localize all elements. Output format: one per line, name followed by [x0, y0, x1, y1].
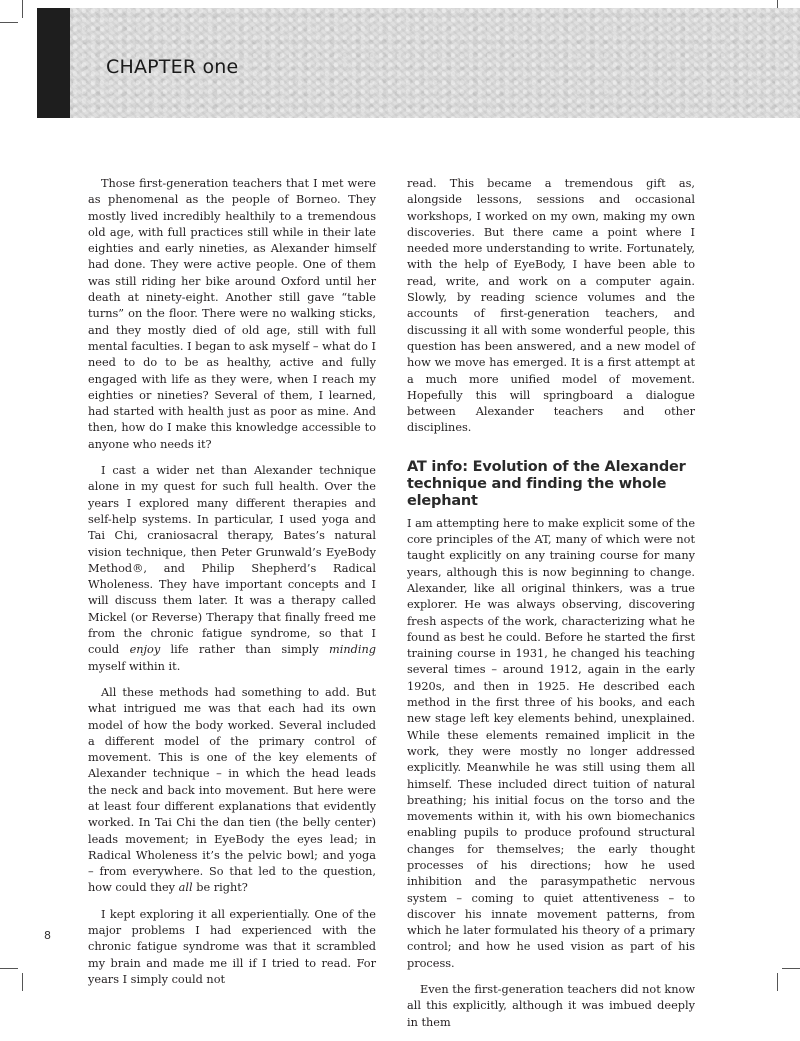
emphasis-text: minding: [329, 643, 376, 657]
paragraph: I am attempting here to make explicit some of the core principles of the AT, many of which were not taught explicitly on any training course for many years, although this is now beginning to change. Alexander, like all original thinkers, was a true explorer. He was always observing, discovering fresh aspects of the work, characterizing what he found as best he could. Before he started the first training course in 1931, he changed his teaching several times – around 1912, again in the early 1920s, and then in 1925. He described each method in the first three of his books, and each new stage left key elements behind, unexplained. While these elements remained implicit in the work, they were mostly no longer addressed explicitly. Meanwhile he was still using them all himself. These included direct tuition of natural breathing; his initial focus on the torso and the movements within it, with his own biomechanics enabling pupils to produce profound structural changes for themselves; the early thought processes of his directions; how he used inhibition and the parasympathetic nervous system – coming to quiet attentiveness – to discover his innate movement patterns, from which he later formulated his theory of a primary control; and how he used vision as part of his process.: [407, 516, 695, 970]
crop-mark: [22, 0, 23, 18]
chapter-title: CHAPTER one: [106, 56, 239, 78]
page-number: 8: [44, 929, 51, 942]
paragraph: Even the first-generation teachers did not know all this explicitly, although it was imbued deeply in them: [407, 983, 695, 1029]
crop-mark: [22, 973, 23, 991]
paragraph: read. This became a tremendous gift as, alongside lessons, sessions and occasional workshops, I worked on my own, making my own discoveries. But there came a point where I needed more understanding to write. Fortunately, with the help of EyeBody, I have been able to read, write, and work on a computer again. Slowly, by reading science volumes and the accounts of first-generation teachers, and discussing it all with some wonderful people, this question has been answered, and a new model of how we move has emerged. It is a first attempt at a much more unified model of movement. Hopefully this will springboard a dialogue between Alexander teachers and other disciplines.: [407, 177, 695, 435]
crop-mark: [782, 968, 800, 969]
left-column: [88, 176, 376, 998]
crop-mark: [0, 22, 18, 23]
chapter-header-block: [37, 8, 70, 118]
emphasis-text: enjoy: [129, 643, 161, 657]
section-heading: AT info: Evolution of the Alexander technique and finding the whole elephant: [407, 458, 686, 509]
crop-mark: [777, 973, 778, 991]
paragraph: Those first-generation teachers that I met were as phenomenal as the people of Borneo. They mostly lived incredibly healthily to a tremendous old age, with full practices still while in their late eighties and early nineties, as Alexander himself had done. They were active people. One of them was still riding her bike around Oxford until her death at ninety-eight. Another still gave “table turns” on the floor. There were no walking sticks, and they mostly died of old age, still with full mental faculties. I began to ask myself – what do I need to do to be as healthy, active and fully engaged with life as they were, when I reach my eighties or nineties? Several of them, I learned, had started with health just as poor as mine. And then, how do I make this knowledge accessible to anyone who needs it?: [88, 177, 376, 451]
paragraph: [88, 463, 376, 675]
right-column: [407, 176, 695, 1041]
paragraph-text: myself within it.: [88, 659, 181, 673]
emphasis-text: all: [178, 881, 193, 895]
paragraph-text: I cast a wider net than Alexander technique alone in my quest for such full health. Over the years I explored many different therapies and self-help systems. In particular, I used yoga and Tai Chi, craniosacral therapy, Bates’s natural vision technique, then Peter Grunwald’s EyeBody Method®, and Philip Shepherd’s Radical Wholeness. They have important concepts and I will discuss them later. It was a therapy called Mickel (or Reverse) Therapy that finally freed me from the chronic fatigue syndrome, so that I could: [88, 464, 376, 657]
paragraph-text: life rather than simply: [160, 643, 330, 657]
crop-mark: [0, 968, 18, 969]
paragraph: I kept exploring it all experientially. One of the major problems I had experienced with the chronic fatigue syndrome was that it scrambled my brain and made me ill if I tried to read. For years I simply could not: [88, 907, 376, 986]
paragraph-text: All these methods had something to add. But what intrigued me was that each had its own model of how the body worked. Several included a different model of the primary control of movement. This is one of the key elements of Alexander technique – in which the head leads the neck and back into movement. But here were at least four different explanations that evidently worked. In Tai Chi the dan tien (the belly center) leads movement; in EyeBody the eyes lead; in Radical Wholeness it’s the pelvic bowl; and yoga – from everywhere. So that led to the question, how could they: [88, 685, 376, 895]
paragraph: [88, 685, 376, 897]
paragraph-text: be right?: [192, 881, 248, 895]
